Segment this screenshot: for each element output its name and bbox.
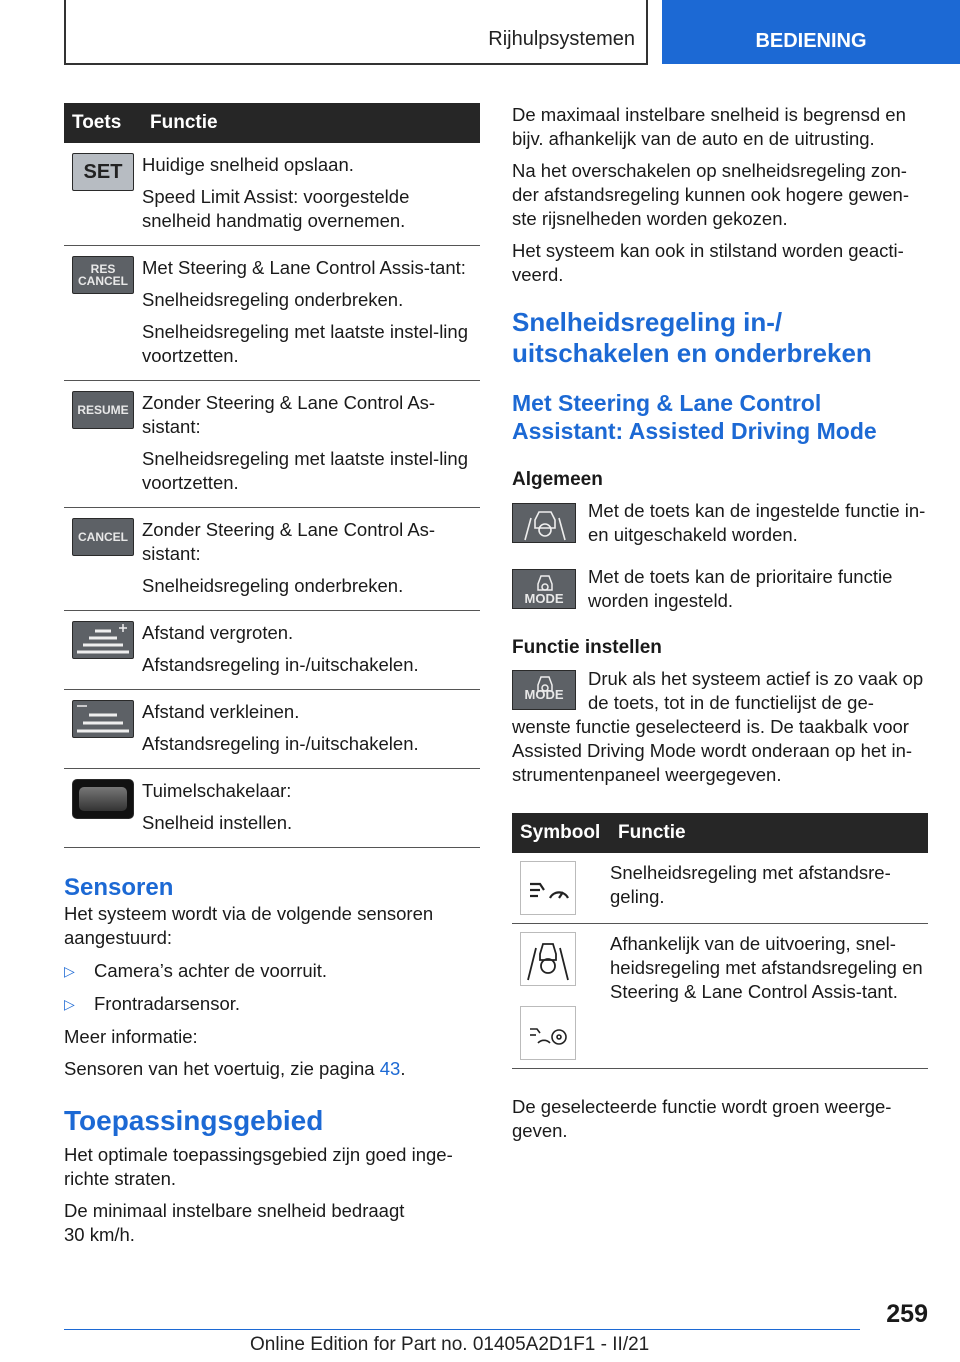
sensoren-intro: Het systeem wordt via de volgende sensoren aangestuurd:: [64, 903, 434, 948]
keys-col-function: Functie: [142, 103, 480, 143]
row-text: Zonder Steering & Lane Control As-sistant:: [142, 392, 436, 437]
footer-edition: Online Edition for Part no. 01405A2D1F1 - II/21: [250, 1334, 650, 1355]
row-text: Afstand verkleinen.: [142, 701, 300, 722]
table-row: [512, 924, 928, 1069]
row-text: Snelheidsregeling onderbreken.: [142, 575, 404, 596]
set-key-icon: SET: [72, 153, 134, 191]
cancel-key-icon: CANCEL: [72, 518, 134, 556]
keys-table: [64, 103, 480, 848]
table-row: [64, 381, 480, 508]
row-text: Snelheidsregeling met laatste instel-ling voortzetten.: [142, 321, 468, 366]
page-link[interactable]: 43: [379, 1058, 401, 1079]
row-text: Speed Limit Assist: voorgestelde snelheid handmatig overnemen.: [142, 186, 410, 231]
header-chapter-tab[interactable]: [662, 0, 960, 64]
toepassing-heading: Toepassingsgebied: [64, 1105, 324, 1136]
distance-decrease-key-icon: [72, 700, 134, 738]
res-cancel-key-icon: RES CANCEL: [72, 256, 134, 294]
general-item-1: [512, 499, 928, 547]
triangle-bullet-icon: ▷: [64, 963, 75, 979]
row-text: Tuimelschakelaar:: [142, 780, 292, 801]
symbol-col-symbol: Symbool: [512, 813, 610, 853]
list-item-text: Camera’s achter de voorruit.: [94, 960, 328, 981]
header-rule-left: [64, 0, 66, 64]
row-text: Afstandsregeling in-/uitschakelen.: [142, 733, 419, 754]
table-row: [64, 246, 480, 381]
right-column: [512, 103, 928, 1143]
right-para-2: Na het overschakelen op snelheidsregeling zon-der afstandsregeling kunnen ook hogere gewen-ste rijsnelheden worden gekozen.: [512, 160, 910, 229]
reference-end: .: [400, 1058, 406, 1079]
table-row: [64, 508, 480, 611]
right-para-3: Het systeem kan ook in stilstand worden geacti-veerd.: [512, 240, 904, 285]
distance-increase-key-icon: [72, 621, 134, 659]
sensoren-heading: Sensoren: [64, 874, 174, 901]
table-row: [64, 143, 480, 246]
set-function-para: [512, 667, 928, 787]
resume-key-icon: RESUME: [72, 391, 134, 429]
header-rule-bottom: [64, 63, 648, 65]
toepassing-para-2: De minimaal instelbare snelheid bedraagt 30 km/h.: [64, 1200, 405, 1245]
assisted-driving-key-icon: [512, 503, 576, 543]
symbol-table: [512, 813, 928, 1069]
set-function-text: Druk als het systeem actief is zo vaak op de toets, tot in de functielijst de ge-wenste functie geselecteerd is. De taakbalk voor Assisted Driving Mode wordt onderaan op het in-strumentenpaneel weergegeven.: [512, 668, 924, 785]
keys-col-key: Toets: [64, 103, 142, 143]
table-row: [64, 611, 480, 690]
row-text: Afhankelijk van de uitvoering, snel-heidsregeling met afstandsregeling en Steering & Lane Control Assis-tant.: [610, 924, 928, 1069]
closing-para: De geselecteerde functie wordt groen weerge-geven.: [512, 1096, 892, 1141]
reference-text: Sensoren van het voertuig, zie pagina: [64, 1058, 380, 1079]
steering-lane-symbol-icon: [520, 932, 576, 986]
list-item: [64, 992, 480, 1016]
list-item: [64, 959, 480, 983]
toepassing-para-1: Het optimale toepassingsgebied zijn goed inge-richte straten.: [64, 1144, 453, 1189]
general-text-2: Met de toets kan de prioritaire functie worden ingesteld.: [588, 566, 893, 611]
section-heading: Snelheidsregeling in-/ uitschakelen en onderbreken: [512, 307, 872, 368]
header-rule-right: [646, 0, 648, 64]
rocker-switch-icon: [72, 779, 134, 819]
general-heading: Algemeen: [512, 469, 603, 490]
row-text: Met Steering & Lane Control Assis-tant:: [142, 257, 466, 278]
mode-label: MODE: [524, 591, 564, 606]
left-column: [64, 103, 480, 1247]
header-chapter-label: BEDIENING: [755, 29, 867, 52]
steering-acc-symbol-icon: [520, 1006, 576, 1060]
acc-symbol-icon: [520, 861, 576, 915]
row-text: Snelheidsregeling met laatste instel-ling voortzetten.: [142, 448, 468, 493]
footer-rule: [64, 1329, 860, 1330]
row-text: Snelheid instellen.: [142, 812, 293, 833]
sensoren-reference: [64, 1057, 480, 1081]
set-function-heading: Functie instellen: [512, 637, 662, 658]
row-text: Snelheidsregeling onderbreken.: [142, 289, 404, 310]
page-number: 259: [886, 1300, 928, 1328]
row-text: Afstandsregeling in-/uitschakelen.: [142, 654, 419, 675]
general-item-2: [512, 565, 928, 613]
mode-label: MODE: [524, 687, 564, 702]
header-section: Rijhulpsystemen: [488, 28, 635, 50]
mode-key-icon: [512, 569, 576, 609]
right-para-1: De maximaal instelbare snelheid is begrensd en bijv. afhankelijk van de auto en de uitrusting.: [512, 104, 906, 149]
row-text: Snelheidsregeling met afstandsre-geling.: [610, 853, 928, 924]
list-item-text: Frontradarsensor.: [94, 993, 241, 1014]
symbol-col-function: Functie: [610, 813, 928, 853]
sensoren-more: Meer informatie:: [64, 1026, 198, 1047]
row-text: Afstand vergroten.: [142, 622, 294, 643]
subsection-heading: Met Steering & Lane Control Assistant: Assisted Driving Mode: [512, 390, 877, 444]
sensoren-list: [64, 959, 480, 1016]
table-row: [64, 690, 480, 769]
mode-key-icon: [512, 670, 576, 710]
table-row: [64, 769, 480, 848]
triangle-bullet-icon: ▷: [64, 996, 75, 1012]
row-text: Zonder Steering & Lane Control As-sistant:: [142, 519, 436, 564]
table-row: [512, 853, 928, 924]
general-text-1: Met de toets kan de ingestelde functie in- en uitgeschakeld worden.: [588, 500, 926, 545]
row-text: Huidige snelheid opslaan.: [142, 154, 354, 175]
